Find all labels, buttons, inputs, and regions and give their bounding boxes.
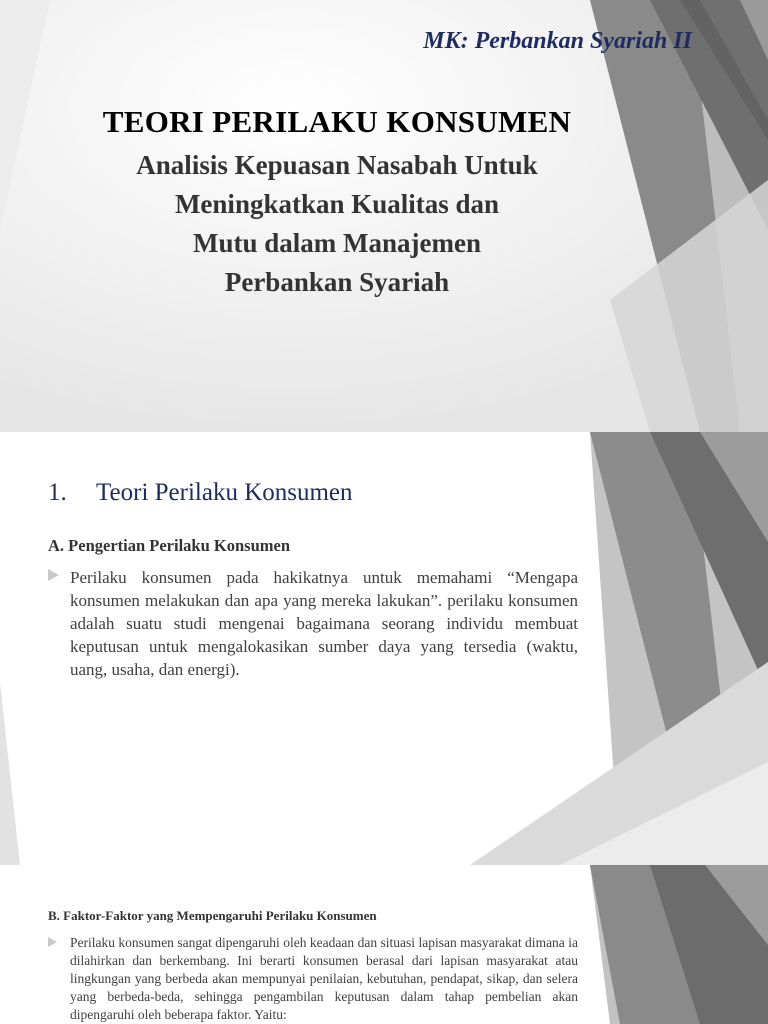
subtitle-line: Mutu dalam Manajemen [193,228,481,258]
bullet-item [48,934,578,1024]
bullet-arrow-icon [48,937,57,947]
slide-subtitle [40,146,634,302]
subsection-heading: A. Pengertian Perilaku Konsumen [48,536,290,555]
section-heading [48,479,353,507]
slide-title [0,0,768,432]
slide-theory [0,432,768,865]
bullet-item [48,566,578,681]
section-number: 1. [48,479,67,506]
subtitle-line: Meningkatkan Kualitas dan [174,189,500,219]
slide-title-heading: TEORI PERILAKU KONSUMEN [102,104,572,139]
subtitle-line: Perbankan Syariah [224,267,450,297]
subtitle-line: Analisis Kepuasan Nasabah Untuk [136,150,538,180]
subsection-heading: B. Faktor-Faktor yang Mempengaruhi Perilaku Konsumen [48,908,377,923]
bullet-arrow-icon [48,569,59,581]
slide-factors [0,865,768,1024]
bullet-paragraph: Perilaku konsumen sangat dipengaruhi oleh keadaan dan situasi lapisan masyarakat dimana ia dilahirkan dan berkembang. Ini berarti konsumen berasal dari lapisan masyarakat atau lingkungan yang berbeda akan mempunyai penilaian, kebutuhan, pendapat, sikap, dan selera yang berbeda-beda, sehingga pengambilan keputusan dalam tahap pembelian akan dipengaruhi oleh beberapa faktor. Yaitu: [70,935,578,1022]
course-label: MK: Perbankan Syariah II [423,28,692,54]
bullet-paragraph: Perilaku konsumen pada hakikatnya untuk memahami “Mengapa konsumen melakukan dan apa yang mereka lakukan”. perilaku konsumen adalah suatu studi mengenai bagaimana seorang individu membuat keputusan untuk mengalokasikan sumber daya yang tersedia (waktu, uang, usaha, dan energi). [70,568,578,679]
section-heading-text: Teori Perilaku Konsumen [96,479,353,506]
